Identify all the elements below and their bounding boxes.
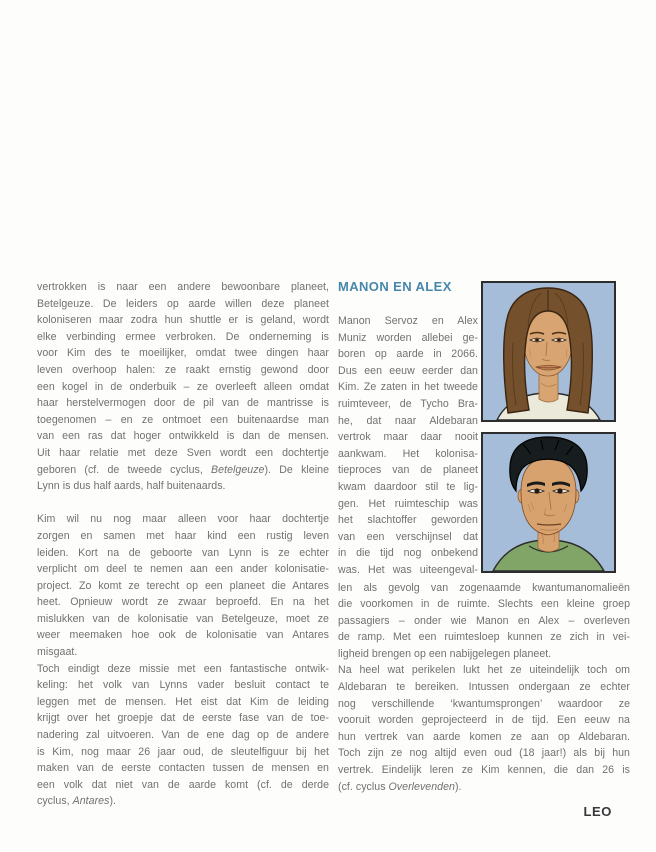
text-line: Muniz worden allebei ge- (338, 331, 478, 344)
portrait-manon (481, 281, 616, 422)
right-text-column (338, 279, 630, 819)
text-line: Toch eindigt deze missie met een fantastische ontwik- (37, 662, 329, 675)
text-line: len als gevolg van zogenaamde kwantumanomalieën (338, 581, 630, 594)
text-line: leven overhoop halen: ze raakt ernstig gewond door (37, 363, 329, 376)
text-line: leiden. Kort na de geboorte van Lynn is ze echter (37, 546, 329, 559)
text-line: het slachtoffer geworden (338, 514, 478, 527)
text-line: kwam daardoor stil te lig- (338, 480, 478, 493)
text-line: Lynn is dus half aards, half buitenaards. (37, 480, 226, 493)
text-line: Na heel wat perikelen lukt het ze uiteindelijk toch om (338, 664, 630, 677)
text-line: elke verbinding ermee verbroken. De onderneming is (37, 330, 329, 343)
narrow-text-block (338, 313, 478, 579)
text-line: project. Zo komt ze terecht op een planeet die Antares (37, 579, 329, 592)
text-line: nog verschillende ‘kwantumsprongen’ waardoor ze (338, 697, 630, 710)
text-line: verplicht om deel te nemen aan een ander kolonisatie- (37, 563, 329, 576)
text-line: keling: het volk van Lynns vader besluit contact te (37, 679, 329, 692)
text-line: mislukken van de kolonisatie van Betelgeuze, moet ze (37, 612, 329, 625)
text-line: geboren (cf. de tweede cyclus, Betelgeuze). De kleine (37, 463, 329, 476)
paragraph-gap (37, 495, 329, 512)
portrait-manon-illustration (483, 283, 614, 420)
text-line: haar herstelvermogen door de pil van de mantrisse is (37, 397, 329, 410)
text-line: krijgt over het groepje dat de eerste fase van de toe- (37, 712, 329, 725)
text-line: vertrok maar daar nooit (338, 431, 478, 444)
text-line: passagiers – onder wie Manon en Alex – overleven (338, 614, 630, 627)
text-line: he, dat naar Aldebaran (338, 414, 478, 427)
text-line: Betelgeuze. De leiders op aarde willen deze planeet (37, 297, 329, 310)
text-line: van een verschijnsel dat (338, 530, 478, 543)
text-line: tieproces van de planeet (338, 464, 478, 477)
text-line: hun vertrek van aarde komen ze aan op Aldebaran. (338, 730, 630, 743)
text-line: aankwam. Het kolonisa- (338, 447, 478, 460)
text-line: voor Kim des te moeilijker, omdat twee dingen haar (37, 347, 329, 360)
author-signature: LEO (583, 804, 612, 820)
text-line: vertrek. Eindelijk leren ze Kim kennen, die dan 26 is (338, 764, 630, 777)
wide-text-block (338, 580, 630, 796)
text-line: zorgen en samen met haar kind een rustig leven (37, 529, 329, 542)
text-line: een kogel in de onderbuik – ze overleeft alleen omdat (37, 380, 329, 393)
portrait-alex (481, 432, 616, 573)
text-line: Dus een eeuw eerder dan (338, 364, 478, 377)
text-line: Toch zijn ze nog altijd even oud (18 jaar!) als bij hun (338, 747, 630, 760)
text-line: van een ras dat hoger ontwikkeld is dan de mensen. (37, 430, 329, 443)
text-line: in die tijd nog onbekend (338, 547, 478, 560)
text-line: leggen met de mensen. Het eist dat Kim de leiding (37, 695, 329, 708)
text-line: is Kim, nog maar 26 jaar oud, de sleutelfiguur bij het (37, 745, 329, 758)
text-line: vertrokken is naar een andere bewoonbare planeet, (37, 281, 329, 293)
text-line: Aldebaran te bereiken. Intussen ondergaan ze echter (338, 681, 630, 694)
text-line: Kim wil nu nog maar alleen voor haar dochtertje (37, 513, 329, 526)
text-line: gen. Het ruimteschip was (338, 497, 478, 510)
text-line: ruimteveer, de Tycho Bra- (338, 397, 478, 410)
text-line: vooruit worden geprojecteerd in de tijd. Een eeuw na (338, 714, 630, 727)
text-line: Uit haar relatie met deze Sven wordt een dochtertje (37, 446, 329, 459)
portrait-stack (481, 281, 616, 583)
text-line: die voorkomen in de ruimte. Slechts een kleine groep (338, 598, 630, 611)
text-line: weer meemaken hoe ook de kolonisatie van Antares (37, 629, 329, 642)
section-heading-manon-en-alex: MANON EN ALEX (338, 279, 452, 294)
text-line: cyclus, Antares). (37, 795, 116, 808)
text-line: ligheid brengen op een nabijgelegen planeet. (338, 647, 552, 660)
text-line: was. Het was uiteengeval- (338, 563, 478, 576)
text-line: koloniseren maar zodra hun shuttle er is geland, wordt (37, 314, 329, 327)
portrait-alex-illustration (483, 434, 614, 571)
text-line: toegenomen – en ze ontmoet een buitenaardse man (37, 413, 329, 426)
text-line: nadering zal uitvoeren. Van de ene dag op de andere (37, 729, 329, 742)
text-line: de ramp. Met een ruimtesloep kunnen ze zich in vei- (338, 631, 630, 644)
text-line: een volk dat niet van de aarde komt (cf. de derde (37, 778, 329, 791)
text-line: Kim. Ze zaten in het tweede (338, 381, 478, 394)
text-line: boren op aarde in 2066. (338, 348, 478, 361)
text-line: (cf. cyclus Overlevenden). (338, 780, 462, 793)
text-line: Manon Servoz en Alex (338, 315, 478, 327)
text-line: misgaat. (37, 646, 78, 659)
left-text-column (37, 279, 329, 810)
text-line: maken van de eerste contacten tussen de mensen en (37, 762, 329, 775)
text-line: heet. Opnieuw wordt ze zwaar beproefd. En na het (37, 596, 329, 609)
